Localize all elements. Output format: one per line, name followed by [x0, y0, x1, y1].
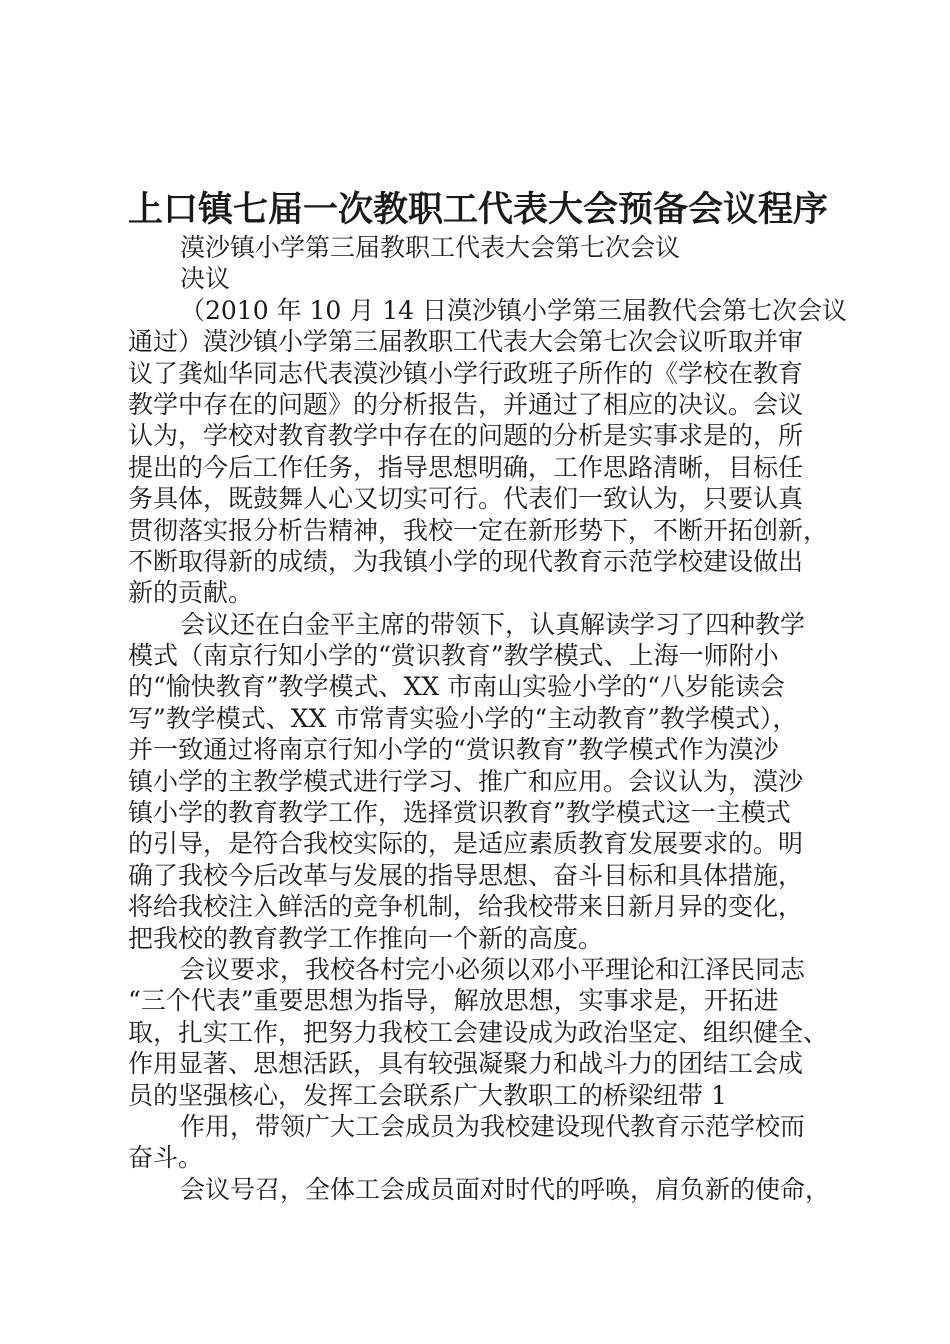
paragraph-line: 的引导，是符合我校实际的，是适应素质教育发展要求的。明	[128, 829, 804, 859]
paragraph-line: 会议还在白金平主席的带领下，认真解读学习了四种教学	[180, 609, 806, 639]
subtitle-line: 漠沙镇小学第三届教职工代表大会第七次会议	[180, 233, 681, 262]
paragraph-line: 确了我校今后改革与发展的指导思想、奋斗目标和具体措施，	[128, 860, 804, 890]
paragraph-line: 员的坚强核心，发挥工会联系广大教职工的桥梁纽带 1	[128, 1080, 727, 1110]
paragraph-line: 会议号召，全体工会成员面对时代的呼唤，肩负新的使命，	[180, 1174, 831, 1204]
paragraph-line: 奋斗。	[128, 1143, 204, 1173]
paragraph-line: 将给我校注入鲜活的竞争机制，给我校带来日新月异的变化，	[128, 892, 804, 922]
subtitle-line: 决议	[180, 264, 231, 294]
paragraph-line: 议了龚灿华同志代表漠沙镇小学行政班子所作的《学校在教育	[128, 358, 804, 388]
paragraph-line: 新的贡献。	[128, 578, 254, 608]
paragraph-line: 的“愉快教育”教学模式、XX 市南山实验小学的“八岁能读会	[128, 672, 785, 702]
paragraph-line: 并一致通过将南京行知小学的“赏识教育”教学模式作为漠沙	[128, 735, 779, 765]
paragraph-line: 会议要求，我校各村完小必须以邓小平理论和江泽民同志	[180, 954, 806, 984]
paragraph-line: 通过）漠沙镇小学第三届教职工代表大会第七次会议听取并审	[128, 327, 804, 357]
paragraph-line: 作用，带领广大工会成员为我校建设现代教育示范学校而	[180, 1111, 806, 1141]
paragraph-line: 镇小学的主教学模式进行学习、推广和应用。会议认为，漠沙	[128, 766, 804, 796]
paragraph-line: 认为，学校对教育教学中存在的问题的分析是实事求是的，所	[128, 421, 804, 451]
paragraph-line: 不断取得新的成绩，为我镇小学的现代教育示范学校建设做出	[128, 546, 804, 576]
paragraph-line: 贯彻落实报分析告精神，我校一定在新形势下，不断开拓创新，	[128, 515, 829, 545]
paragraph-line: 教学中存在的问题》的分析报告，并通过了相应的决议。会议	[128, 389, 804, 419]
document-title: 上口镇七届一次教职工代表大会预备会议程序	[128, 189, 829, 230]
document-body	[128, 232, 848, 1205]
paragraph-line: 写”教学模式、XX 市常青实验小学的“主动教育”教学模式），	[128, 703, 798, 733]
paragraph-line: 取，扎实工作，把努力我校工会建设成为政治坚定、组织健全、	[128, 1017, 829, 1047]
paragraph-line: 务具体，既鼓舞人心又切实可行。代表们一致认为，只要认真	[128, 484, 804, 514]
paragraph-line: （2010 年 10 月 14 日漠沙镇小学第三届教代会第七次会议	[180, 295, 847, 325]
paragraph-line: 作用显著、思想活跃，具有较强凝聚力和战斗力的团结工会成	[128, 1049, 804, 1079]
paragraph-line: “三个代表”重要思想为指导，解放思想，实事求是，开拓进	[128, 986, 779, 1016]
paragraph-line: 模式（南京行知小学的“赏识教育”教学模式、上海一师附小	[128, 641, 779, 671]
paragraph-line: 把我校的教育教学工作推向一个新的高度。	[128, 923, 604, 953]
paragraph-line: 提出的今后工作任务，指导思想明确，工作思路清晰，目标任	[128, 452, 804, 482]
paragraph-line: 镇小学的教育教学工作，选择赏识教育”教学模式这一主模式	[128, 798, 791, 828]
